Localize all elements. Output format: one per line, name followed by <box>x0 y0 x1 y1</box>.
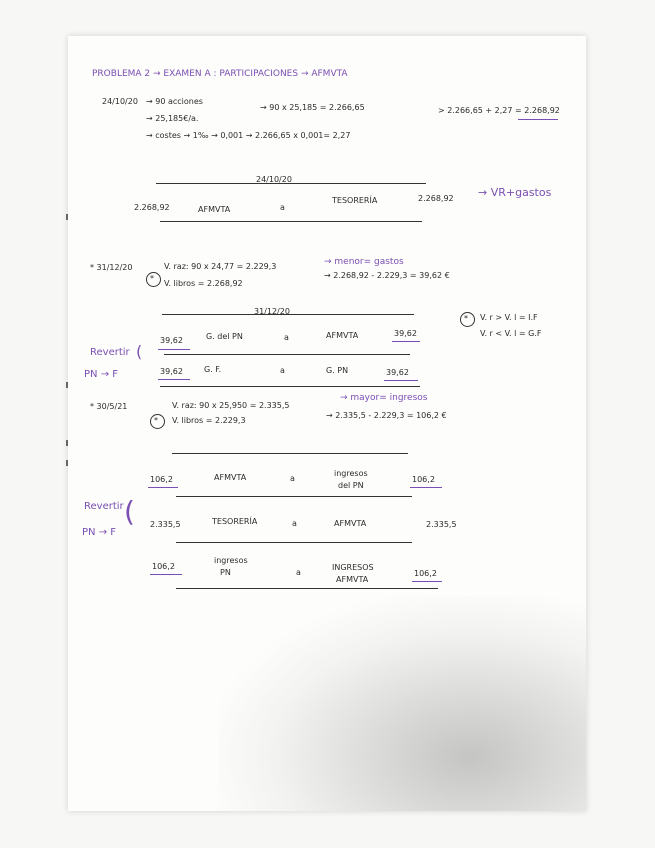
entry1-date: 24/10/20 <box>256 175 292 184</box>
rule-income: V. r > V. l = I.F <box>480 313 538 322</box>
problem-header: PROBLEMA 2 → EXAMEN A : PARTICIPACIONES → AFMVTA <box>92 69 348 79</box>
fair-value-calc-1: V. raz: 90 x 24,77 = 2.229,3 <box>164 262 277 271</box>
fair-value-calc-2: V. raz: 90 x 25,950 = 2.335,5 <box>172 401 290 410</box>
entry3-line-1 <box>176 496 412 497</box>
entry1-bottom-line <box>160 221 422 222</box>
entry1-amount-left: 2.268,92 <box>134 203 170 212</box>
entry3-r2-amount-right: 2.335,5 <box>426 520 457 529</box>
asterisk-1: * <box>150 274 154 283</box>
bracket-1: ( <box>136 342 143 361</box>
entry2-r1-amount-left: 39,62 <box>160 336 183 345</box>
entry1-note: → VR+gastos <box>478 186 552 199</box>
entry2-date: 31/12/20 <box>254 307 290 316</box>
revert-note-1: Revertir <box>90 347 130 358</box>
entry3-r2-credit: AFMVTA <box>334 519 367 528</box>
entry2-r1-amount-right: 39,62 <box>394 329 417 338</box>
entry3-r1-underline-left <box>148 487 178 488</box>
entry3-r3-amount-left: 106,2 <box>152 562 175 571</box>
asterisk-2: * <box>154 416 158 425</box>
lower-expense-note: → menor= gastos <box>324 257 404 267</box>
edge-mark <box>66 460 68 466</box>
entry3-r2-amount-left: 2.335,5 <box>150 520 181 529</box>
impairment-calc: → 2.268,92 - 2.229,3 = 39,62 € <box>324 271 450 280</box>
entry2-r1-underline-left <box>158 349 190 350</box>
entry1-debit: AFMVTA <box>198 205 231 214</box>
rule-expense: V. r < V. l = G.F <box>480 329 542 338</box>
asterisk-rule: * <box>464 314 468 323</box>
entry2-r2-underline-right <box>384 380 418 381</box>
entry3-r1-underline-right <box>410 487 442 488</box>
valuation-date-2: * 30/5/21 <box>90 402 128 411</box>
entry1-credit: TESORERÍA <box>332 196 378 205</box>
entry3-r2-a: a <box>292 519 297 528</box>
entry3-r3-credit-line1: INGRESOS <box>332 563 374 572</box>
entry3-r1-credit-line1: ingresos <box>334 469 368 478</box>
entry2-bottom-line <box>160 386 420 387</box>
purchase-date: 24/10/20 <box>102 97 138 106</box>
entry2-r2-amount-right: 39,62 <box>386 368 409 377</box>
entry3-r3-debit-line1: ingresos <box>214 556 248 565</box>
entry2-r2-credit: G. PN <box>326 366 349 375</box>
entry3-r1-debit: AFMVTA <box>214 473 247 482</box>
entry2-r2-underline-left <box>158 379 190 380</box>
entry3-r3-credit-line2: AFMVTA <box>336 575 369 584</box>
entry3-r1-amount-left: 106,2 <box>150 475 173 484</box>
entry3-r1-credit-line2: del PN <box>338 481 364 490</box>
entry2-r1-a: a <box>284 333 289 342</box>
notebook-page <box>68 36 586 811</box>
entry3-r1-amount-right: 106,2 <box>412 475 435 484</box>
entry3-r3-a: a <box>296 568 301 577</box>
total-underline <box>518 119 558 120</box>
entry3-line-2 <box>176 542 412 543</box>
entry2-r2-debit: G. F. <box>204 365 222 374</box>
entry3-bottom-line <box>176 588 438 589</box>
edge-mark <box>66 214 68 220</box>
entry3-top-line <box>172 453 408 454</box>
reversal-calc: → 2.335,5 - 2.229,3 = 106,2 € <box>326 411 447 420</box>
total-calc: > 2.266,65 + 2,27 = 2.268,92 <box>438 106 560 115</box>
higher-income-note: → mayor= ingresos <box>340 393 428 403</box>
entry3-r1-a: a <box>290 474 295 483</box>
valuation-date-1: * 31/12/20 <box>90 263 133 272</box>
revert-direction-1: PN → F <box>84 369 118 380</box>
entry2-mid-line <box>164 354 410 355</box>
edge-mark <box>66 382 68 388</box>
price-per-share: → 25,185€/a. <box>146 114 199 123</box>
shares-count: → 90 acciones <box>146 97 203 106</box>
entry1-amount-right: 2.268,92 <box>418 194 454 203</box>
revert-note-2: Revertir <box>84 501 124 512</box>
entry2-r2-a: a <box>280 366 285 375</box>
entry2-r1-debit: G. del PN <box>206 332 243 341</box>
page-shadow <box>218 596 586 811</box>
entry1-a: a <box>280 203 285 212</box>
entry2-r1-credit: AFMVTA <box>326 331 359 340</box>
entry3-r3-underline-right <box>412 581 442 582</box>
entry3-r2-debit: TESORERÍA <box>212 517 258 526</box>
entry3-r3-debit-line2: PN <box>220 568 231 577</box>
edge-mark <box>66 440 68 446</box>
bracket-2: ( <box>124 495 135 528</box>
revert-direction-2: PN → F <box>82 527 116 538</box>
entry2-r2-amount-left: 39,62 <box>160 367 183 376</box>
entry3-r3-underline-left <box>150 574 182 575</box>
entry2-r1-underline-right <box>392 341 420 342</box>
costs-line: → costes → 1‰ → 0,001 → 2.266,65 x 0,001= 2,27 <box>146 131 351 140</box>
entry3-r3-amount-right: 106,2 <box>414 569 437 578</box>
purchase-calc: → 90 x 25,185 = 2.266,65 <box>260 103 365 112</box>
book-value-2: V. libros = 2.229,3 <box>172 416 246 425</box>
book-value-1: V. libros = 2.268,92 <box>164 279 243 288</box>
